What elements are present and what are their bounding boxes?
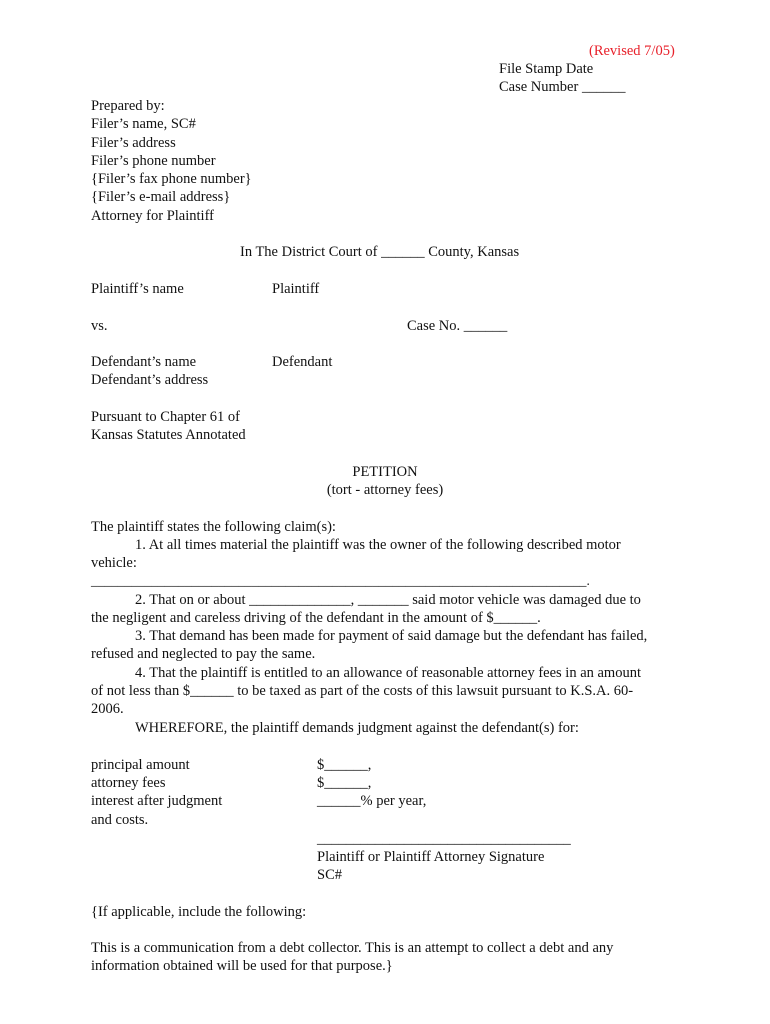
demand-attorney-fees-value: $______, (317, 775, 372, 791)
prepared-by-block (91, 97, 252, 225)
claim-4-line-2: of not less than $______ to be taxed as part of the costs of this lawsuit pursuant to K.S.A. 60- (91, 683, 634, 699)
claim-2-line-2: the negligent and careless driving of the defendant in the amount of $______. (91, 610, 541, 626)
pursuant-block (91, 408, 246, 445)
claim-4-line-1: 4. That the plaintiff is entitled to an allowance of reasonable attorney fees in an amount (135, 665, 641, 681)
case-number-header: Case Number ______ (499, 79, 626, 95)
signature-line: ___________________________________ (317, 831, 571, 847)
defendant-name: Defendant’s name (91, 354, 197, 370)
attorney-for-plaintiff: Attorney for Plaintiff (91, 207, 214, 224)
defendant-address: Defendant’s address (91, 372, 209, 388)
plaintiff-name: Plaintiff’s name (91, 281, 184, 297)
plaintiff-role: Plaintiff (272, 281, 320, 297)
debt-collector-notice-line-1: This is a communication from a debt collector. This is an attempt to collect a debt and any (91, 940, 614, 956)
document-subtitle: (tort - attorney fees) (326, 482, 444, 498)
claim-4-line-3: 2006. (91, 701, 124, 717)
demand-attorney-fees-label: attorney fees (91, 775, 166, 791)
claims-intro: The plaintiff states the following claim(s): (91, 519, 336, 535)
prepared-by-label: Prepared by: (91, 98, 165, 114)
pursuant-line-2: Kansas Statutes Annotated (91, 427, 246, 444)
claim-2-line-1: 2. That on or about ______________, _______ said motor vehicle was damaged due to (135, 592, 641, 608)
filer-email: {Filer’s e-mail address} (91, 189, 231, 206)
claim-1-line-1: 1. At all times material the plaintiff was the owner of the following described motor (135, 537, 621, 553)
debt-collector-notice-line-2: information obtained will be used for that purpose.} (91, 958, 393, 974)
case-no: Case No. ______ (407, 318, 508, 334)
file-stamp-date: File Stamp Date (499, 61, 594, 77)
demand-principal-value: $______, (317, 757, 372, 773)
defendant-role: Defendant (272, 354, 333, 370)
signature-sc-number: SC# (317, 867, 342, 883)
demand-interest-label: interest after judgment (91, 793, 223, 809)
filer-phone: Filer’s phone number (91, 152, 216, 169)
court-heading: In The District Court of ______ County, Kansas (240, 244, 520, 260)
signature-label: Plaintiff or Plaintiff Attorney Signature (317, 849, 545, 865)
claim-3-line-2: refused and neglected to pay the same. (91, 646, 316, 662)
demand-costs-label: and costs. (91, 812, 149, 828)
revised-date: (Revised 7/05) (589, 43, 675, 59)
claim-3-line-1: 3. That demand has been made for payment of said damage but the defendant has failed, (135, 628, 648, 644)
versus: vs. (91, 318, 108, 334)
filer-fax: {Filer’s fax phone number} (91, 171, 252, 188)
pursuant-line-1: Pursuant to Chapter 61 of (91, 409, 241, 425)
vehicle-description-blank: __________________________________________________________________________. (91, 573, 590, 588)
claim-1-line-2: vehicle: (91, 555, 137, 571)
filer-address: Filer’s address (91, 134, 176, 151)
applicable-note: {If applicable, include the following: (91, 904, 307, 920)
wherefore-clause: WHEREFORE, the plaintiff demands judgment against the defendant(s) for: (135, 720, 579, 736)
demand-interest-value: ______% per year, (317, 793, 427, 809)
document-title: PETITION (352, 464, 418, 480)
demand-principal-label: principal amount (91, 757, 190, 773)
filer-name: Filer’s name, SC# (91, 116, 196, 133)
